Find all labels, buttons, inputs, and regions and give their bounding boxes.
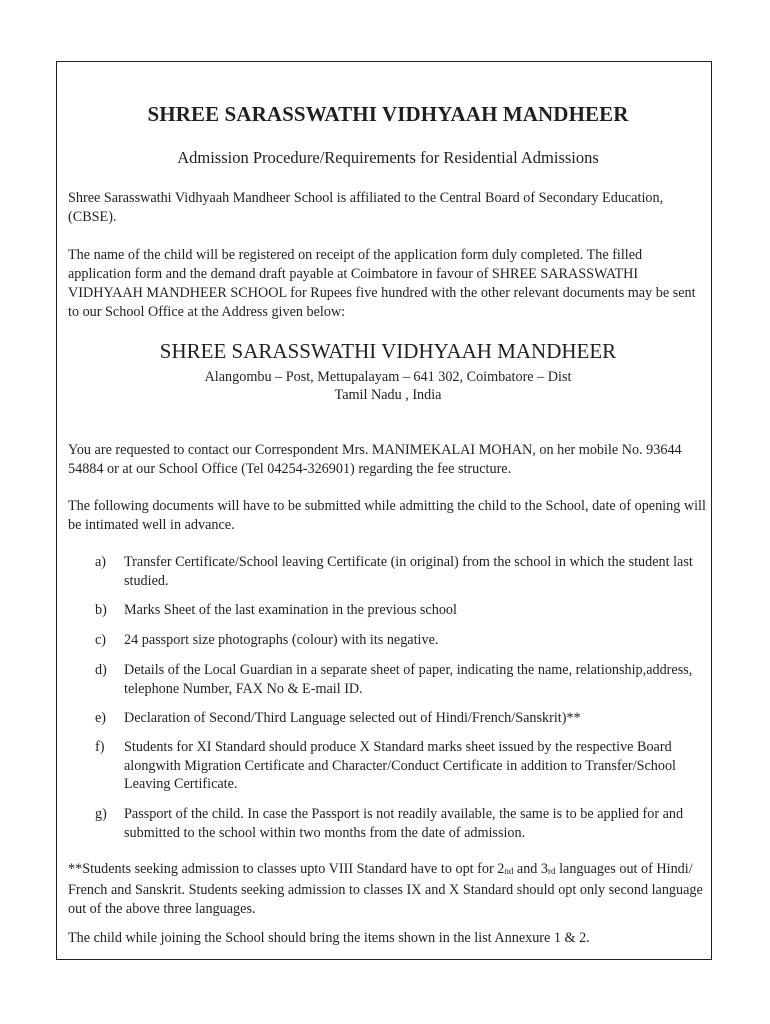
language-note-suffix-nd: nd xyxy=(504,866,514,876)
contact-paragraph: You are requested to contact our Correspondent Mrs. MANIMEKALAI MOHAN, on her mobile No. 93644 54884 or at our School Office (Tel 04254-326901) regarding the fee structure. xyxy=(68,442,682,477)
language-note-suffix-rd: rd xyxy=(548,866,556,876)
language-note-part-2: and 3 xyxy=(513,861,549,877)
list-item-label: c) xyxy=(95,632,107,648)
address-line-2: Tamil Nadu , India xyxy=(334,387,442,403)
list-item-text: Details of the Local Guardian in a separate sheet of paper, indicating the name, relationship,address, telephone Number, FAX No & E-mail ID. xyxy=(124,662,693,697)
list-item-text: Passport of the child. In case the Passport is not readily available, the same is to be applied for and submitted to the school within two months from the date of admission. xyxy=(124,806,684,841)
documents-intro-paragraph: The following documents will have to be submitted while admitting the child to the School, date of opening will be intimated well in advance. xyxy=(68,498,706,533)
language-note-part-1: **Students seeking admission to classes upto VIII Standard have to opt for 2 xyxy=(68,861,505,877)
list-item-text: Transfer Certificate/School leaving Certificate (in original) from the school in which the student last studied. xyxy=(124,554,693,589)
list-item-label: e) xyxy=(95,710,107,726)
list-item-label: b) xyxy=(95,602,107,618)
list-item-label: d) xyxy=(95,662,107,678)
document-title: SHREE SARASSWATHI VIDHYAAH MANDHEER xyxy=(147,102,629,126)
list-item-text: Declaration of Second/Third Language selected out of Hindi/French/Sanskrit)** xyxy=(124,710,581,726)
list-item-label: g) xyxy=(95,806,107,822)
list-item-text: Marks Sheet of the last examination in the previous school xyxy=(124,602,457,618)
list-item-label: f) xyxy=(95,739,105,755)
list-item-text: 24 passport size photographs (colour) with its negative. xyxy=(124,632,439,648)
language-note-part-3: languages out of Hindi/ French and Sanskrit. Students seeking admission to classes IX and X Standard should opt only second language out of the above three languages. xyxy=(68,861,703,917)
list-item-text: Students for XI Standard should produce X Standard marks sheet issued by the respective Board alongwith Migration Certificate and Character/Conduct Certificate in addition to Transfer/School Leaving Certificate. xyxy=(124,739,676,792)
items-note-paragraph: The child while joining the School should bring the items shown in the list Annexure 1 & 2. xyxy=(68,930,590,946)
language-note-paragraph xyxy=(68,860,708,919)
school-name-heading: SHREE SARASSWATHI VIDHYAAH MANDHEER xyxy=(159,339,617,363)
affiliation-paragraph: Shree Sarasswathi Vidhyaah Mandheer School is affiliated to the Central Board of Secondary Education, (CBSE). xyxy=(68,190,664,225)
address-line-1: Alangombu – Post, Mettupalayam – 641 302, Coimbatore – Dist xyxy=(204,369,572,385)
registration-paragraph: The name of the child will be registered on receipt of the application form duly completed. The filled application form and the demand draft payable at Coimbatore in favour of SHREE SARASSWATHI VIDHYAAH MANDHEER SCHOOL for Rupees five hundred with the other relevant documents may be sent to our School Office at the Address given below: xyxy=(68,247,696,320)
list-item-label: a) xyxy=(95,554,107,570)
document-subtitle: Admission Procedure/Requirements for Residential Admissions xyxy=(177,148,599,167)
